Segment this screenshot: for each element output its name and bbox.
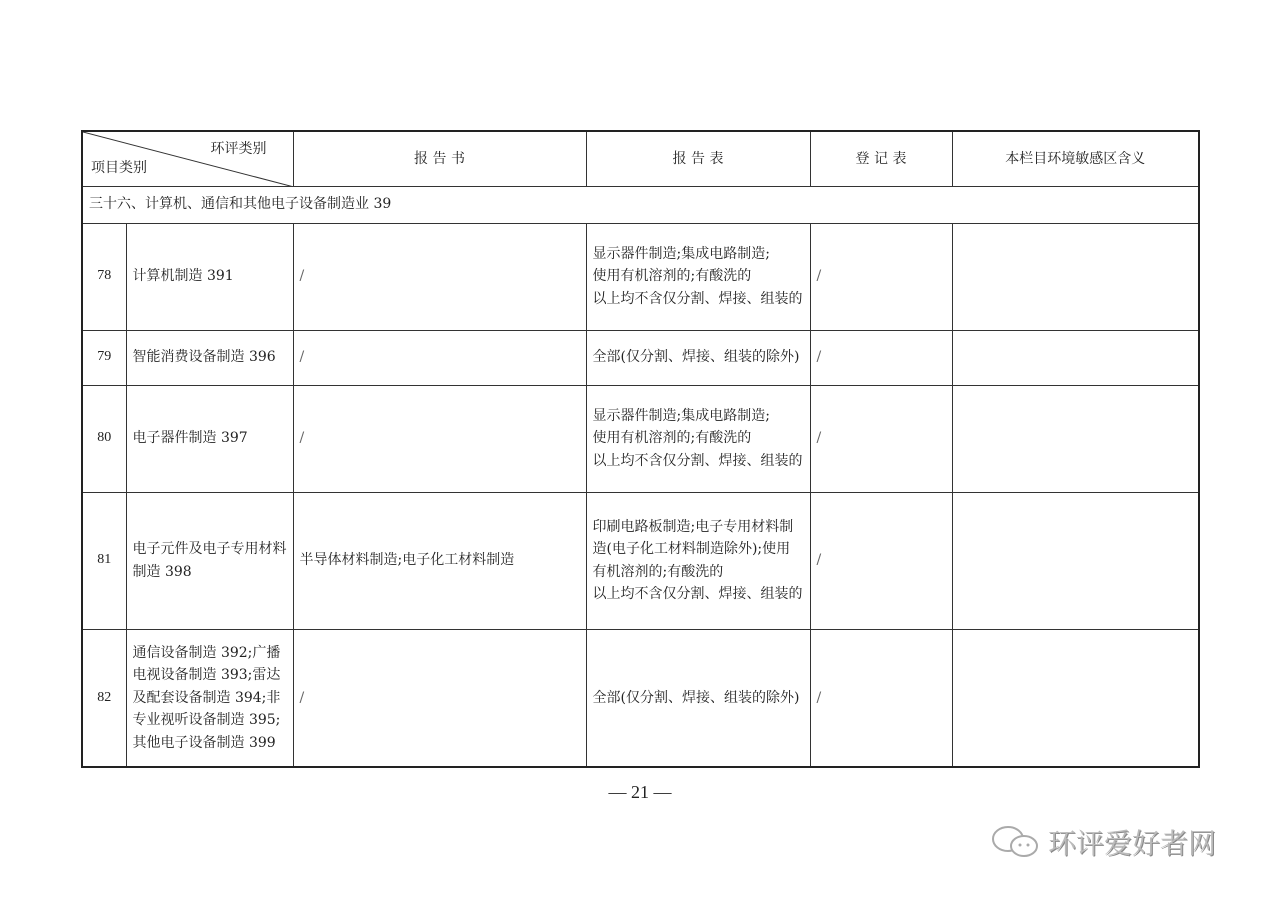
col-registration: 登 记 表 [810,131,952,186]
table-row [82,330,1199,385]
registration-cell: / [810,492,952,629]
report-form-cell [586,385,810,492]
registration-cell: / [810,330,952,385]
registration-cell: / [810,629,952,767]
sensitive-area-cell [952,330,1199,385]
form-line: 全部(仅分割、焊接、组装的除外) [592,349,800,366]
item-name: 智能消费设备制造 396 [126,330,293,385]
row-number: 82 [82,629,126,767]
env-category-label: 环评类别 [210,141,267,157]
classification-table [81,130,1200,768]
row-number: 78 [82,223,126,330]
table-row [82,385,1199,492]
form-line: 以上均不含仅分割、焊接、组装的 [592,586,803,602]
report-form-cell [586,330,810,385]
col-report-form: 报 告 表 [586,131,810,186]
wechat-icon [990,824,1042,860]
form-line: 显示器件制造;集成电路制造; [592,407,770,424]
table-row [82,223,1199,330]
item-name: 电子器件制造 397 [126,385,293,492]
section-title: 三十六、计算机、通信和其他电子设备制造业 39 [82,186,1199,223]
report-book-cell: / [293,385,586,492]
sensitive-area-cell [952,629,1199,767]
report-book-cell: / [293,629,586,767]
form-line: 全部(仅分割、焊接、组装的除外) [592,689,800,706]
sensitive-area-cell [952,385,1199,492]
form-line: 使用有机溶剂的;有酸洗的 [592,430,752,447]
registration-cell: / [810,385,952,492]
col-report-book: 报 告 书 [293,131,586,186]
registration-cell: / [810,223,952,330]
report-book-cell: / [293,223,586,330]
item-name: 电子元件及电子专用材料制造 398 [126,492,293,629]
item-name: 计算机制造 391 [126,223,293,330]
row-number: 79 [82,330,126,385]
row-number: 81 [82,492,126,629]
form-line: 印刷电路板制造;电子专用材料制造(电子化工材料制造除外);使用有机溶剂的;有酸洗的 [592,518,794,580]
report-book-cell: 半导体材料制造;电子化工材料制造 [293,492,586,629]
report-form-cell [586,629,810,767]
report-book-cell: / [293,330,586,385]
project-category-label: 项目类别 [91,160,147,176]
sensitive-area-cell [952,492,1199,629]
form-line: 以上均不含仅分割、焊接、组装的 [592,452,803,469]
sensitive-area-cell [952,223,1199,330]
watermark [990,822,1216,862]
table-row [82,629,1199,767]
diagonal-header-cell [82,131,293,186]
page-number: — 21 — [608,782,672,802]
col-sensitive-area: 本栏目环境敏感区含义 [952,131,1199,186]
form-line: 显示器件制造;集成电路制造; [592,245,770,262]
report-form-cell [586,223,810,330]
watermark-text: 环评爱好者网 [1048,827,1217,860]
header-row [82,131,1199,186]
form-line: 以上均不含仅分割、焊接、组装的 [592,290,803,307]
row-number: 80 [82,385,126,492]
section-row [82,186,1199,223]
item-name: 通信设备制造 392;广播电视设备制造 393;雷达及配套设备制造 394;非专业视听设备制造 395;其他电子设备制造 399 [126,629,293,767]
table-row [82,492,1199,629]
form-line: 使用有机溶剂的;有酸洗的 [592,268,752,285]
report-form-cell [586,492,810,629]
